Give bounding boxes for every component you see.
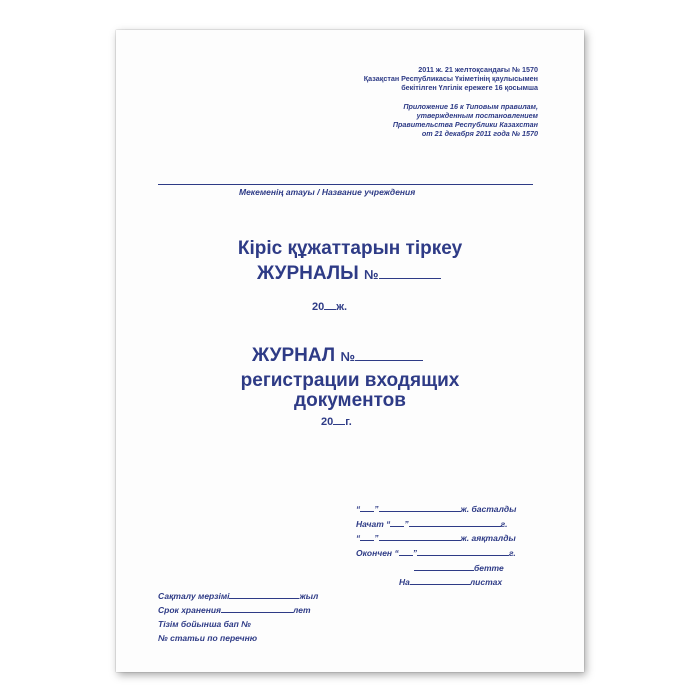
approval-ru-line-1: Приложение 16 к Типовым правилам, [403, 102, 538, 111]
started-kz-day-blank [360, 511, 374, 512]
retention-ru-blank [221, 612, 293, 613]
started-ru-prefix: Начат [356, 519, 384, 529]
title-ru-journal: ЖУРНАЛ [252, 345, 336, 366]
title-kz-year-blank [324, 309, 336, 310]
pages-kz-line [414, 563, 504, 573]
retention-kz-label: Сақталу мерзімі [158, 591, 230, 601]
approval-kz-line-2: Қазақстан Республикасы Үкіметінің қаулысымен [363, 74, 538, 83]
institution-name-line [158, 184, 533, 185]
retention-kz-suffix: жыл [299, 591, 319, 601]
title-ru-number-blank [355, 360, 423, 361]
title-kz-journal: ЖУРНАЛЫ [257, 263, 359, 284]
retention-kz-blank [229, 598, 299, 599]
institution-caption: Мекеменің атауы / Название учреждения [239, 187, 416, 197]
ended-kz-line: “ ” ж. аяқталды [356, 533, 516, 543]
pages-ru-blank [410, 584, 470, 585]
approval-kz-line-1: 2011 ж. 21 желтоқсандағы № 1570 [418, 65, 538, 74]
article-kz-line: Тізім бойынша бап № [158, 619, 251, 629]
title-ru-year-prefix: 20 [321, 416, 334, 428]
title-ru-line-1 [252, 345, 423, 367]
title-kz-line-2 [257, 263, 441, 285]
approval-ru-line-3: Правительства Республики Казахстан [392, 120, 538, 129]
title-ru-year-blank [333, 424, 345, 425]
ended-ru-suffix: г. [508, 548, 516, 558]
ended-kz-day-blank [360, 540, 374, 541]
approval-kz-line-3: бекітілген Үлгілік ережеге 16 қосымша [401, 83, 538, 92]
ended-ru-prefix: Окончен [356, 548, 393, 558]
pages-kz-suffix: бетте [474, 563, 504, 573]
pages-ru-suffix: листах [469, 577, 503, 587]
started-ru-line: Начат “ ” г. [356, 519, 508, 529]
title-kz-number-blank [379, 278, 441, 279]
article-ru-line: № статьи по перечню [158, 633, 258, 643]
title-kz-year [312, 301, 347, 313]
approval-ru-line-4: от 21 декабря 2011 года № 1570 [421, 129, 538, 138]
pages-kz-blank [414, 570, 474, 571]
pages-ru-line [399, 577, 502, 587]
started-ru-suffix: г. [500, 519, 508, 529]
title-ru-number-sign: № [340, 349, 355, 364]
ended-ru-line: Окончен “ ” г. [356, 548, 516, 558]
title-kz-number-sign: № [364, 267, 379, 282]
started-ru-day-blank [390, 526, 404, 527]
ended-kz-suffix: ж. аяқталды [460, 533, 516, 543]
title-ru-year-suffix: г. [345, 416, 352, 428]
title-ru-line-3: документов [294, 390, 406, 411]
title-ru-line-2: регистрации входящих [240, 370, 460, 391]
pages-ru-prefix: На [399, 577, 410, 587]
started-kz-month-blank [379, 511, 461, 512]
title-kz-line-1: Кіріс құжаттарын тіркеу [237, 238, 463, 259]
retention-ru-label: Срок хранения [158, 605, 222, 615]
approval-note-kz [364, 65, 538, 92]
retention-ru-suffix: лет [293, 605, 311, 615]
journal-cover [116, 30, 584, 672]
ended-kz-month-blank [379, 540, 461, 541]
ended-ru-day-blank [399, 555, 413, 556]
title-ru-year [321, 416, 352, 428]
ended-ru-month-blank [417, 555, 509, 556]
started-kz-suffix: ж. басталды [460, 504, 517, 514]
retention-ru-line [158, 605, 311, 615]
approval-note-ru [393, 102, 538, 138]
started-kz-line: “ ” ж. басталды [356, 504, 517, 514]
title-kz-year-suffix: ж. [336, 301, 348, 313]
retention-kz-line [158, 591, 318, 601]
approval-ru-line-2: утвержденным постановлением [416, 111, 538, 120]
started-ru-month-blank [409, 526, 501, 527]
title-kz-year-prefix: 20 [312, 301, 325, 313]
